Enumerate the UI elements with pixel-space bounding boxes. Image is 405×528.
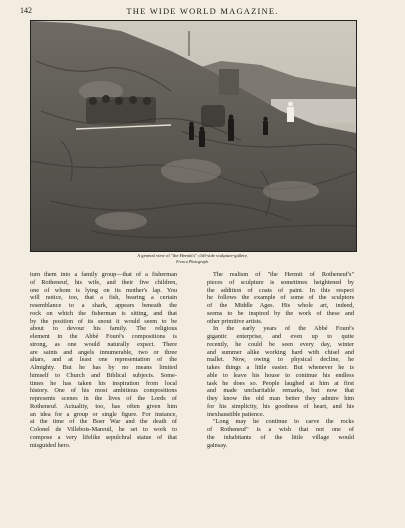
text-line: himself to Church and Biblical subjects. Some- xyxy=(30,371,177,379)
text-line: turn them into a family group—that of a fisherman xyxy=(30,271,177,278)
text-line: Almighty. But he has by no means limited xyxy=(30,364,177,371)
text-line: element in the Abbé Fouré's compositions is xyxy=(30,333,177,340)
text-line: mallet. Now, owing to physical decline, he xyxy=(207,356,354,364)
text-line: one of whom is lying on its mother's lap. You xyxy=(30,286,177,294)
article-column-right xyxy=(207,271,354,449)
text-line: rock on which the fisherman is sitting, and that xyxy=(30,309,177,317)
text-line: the inhabitants of the little village would xyxy=(207,433,354,441)
article-column-left xyxy=(30,271,177,449)
text-line: will notice, too, that a fish, bearing a certain xyxy=(30,294,177,302)
page-header xyxy=(20,6,385,18)
text-line: other primitive artists. xyxy=(207,317,263,325)
text-line: he follows the example of some of the sculptors xyxy=(207,294,354,302)
text-line: the addition of coats of paint. In this respect xyxy=(207,286,354,294)
text-line: gigantic enterprise, and even up to quite xyxy=(207,333,354,340)
text-line: and made uncharitable remarks, but now that xyxy=(207,387,354,395)
text-line: strong, as one would naturally expect. There xyxy=(30,340,177,348)
caption-text: A general view of "the Hermit's" cliff-side sculpture-gallery. xyxy=(137,253,248,258)
text-line: history. One of his most ambitious compositions xyxy=(30,387,177,395)
text-line: inexhaustible patience. xyxy=(207,410,265,418)
text-line: compose a very lifelike sepulchral statue of that xyxy=(30,433,177,441)
cliff-sculpture-photograph xyxy=(30,20,357,252)
text-line: for his simplicity, his goodness of heart, and his xyxy=(207,402,354,410)
running-title: THE WIDE WORLD MAGAZINE. xyxy=(126,6,279,16)
text-line: about to devour his family. The religious xyxy=(30,325,177,333)
text-line: of Rotheneuf" is a wish that not one of xyxy=(207,426,354,433)
text-line: by the position of its snout it would seem to be xyxy=(30,317,177,325)
text-line: times he has taken his inspiration from local xyxy=(30,379,177,387)
text-line: Rotheneuf. Actuality, too, has often given him xyxy=(30,402,177,410)
text-line: gainsay. xyxy=(207,441,228,449)
text-line: Colonel de Villebois-Mareuil, he set to work to xyxy=(30,426,177,433)
photo-credit: From a Photograph. xyxy=(176,259,209,264)
text-line: altars, and at least one representation of the xyxy=(30,356,177,364)
text-line: represents scenes in the lives of the Lords of xyxy=(30,395,177,402)
photograph-image xyxy=(31,21,356,251)
text-line: at the time of the Boer War and the death of xyxy=(30,418,177,426)
figure-caption xyxy=(30,253,355,265)
text-line: resemblance to a shark, appears beneath the xyxy=(30,302,177,309)
text-line: pieces of sculpture is sometimes heightened by xyxy=(207,278,354,286)
text-line: task he does so. People laughed at him at first xyxy=(207,379,354,387)
text-line: of the Middle Ages. His whole art, indeed, xyxy=(207,302,354,309)
text-line: "Long may he continue to carve the rocks xyxy=(213,418,354,426)
text-line: they know the old man better they admire him xyxy=(207,395,354,402)
text-line: takes things a little easier. But whenever he is xyxy=(207,364,354,371)
text-line: The realism of "the Hermit of Rotheneuf's" xyxy=(213,271,354,278)
text-line: In the early years of the Abbé Fouré's xyxy=(213,325,354,333)
text-line: recently, he could be seen every day, winter xyxy=(207,340,354,348)
text-line: and summer alike working hard with chisel and xyxy=(207,348,354,356)
text-line: able to leave his house to continue his endless xyxy=(207,371,354,379)
text-line: misguided hero. xyxy=(30,441,71,449)
text-line: seems to be inspired by the work of these and xyxy=(207,309,354,317)
page-number: 142 xyxy=(20,6,32,15)
text-line: are saints and angels innumerable, two or three xyxy=(30,348,177,356)
text-line: an idea for a group or single figure. For instance, xyxy=(30,410,177,418)
text-line: of Rotheneuf, his wife, and their five children, xyxy=(30,278,177,286)
